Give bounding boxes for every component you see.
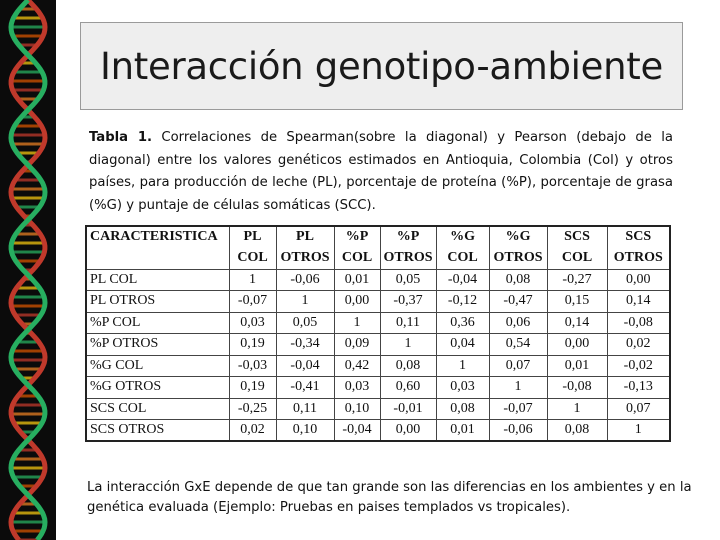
correlation-cell: -0,04 xyxy=(334,420,380,442)
correlation-cell: -0,08 xyxy=(547,377,607,399)
correlation-cell: 0,14 xyxy=(607,291,670,313)
column-header-top: %G xyxy=(489,226,547,248)
correlation-cell: 0,42 xyxy=(334,355,380,377)
table-row xyxy=(86,269,670,291)
correlation-cell: -0,01 xyxy=(380,398,436,420)
row-label: %G OTROS xyxy=(86,377,229,399)
correlation-cell: -0,04 xyxy=(436,269,489,291)
footer-note: La interacción GxE depende de que tan grande son las diferencias en los ambientes y en la genética evaluada (Ejemplo: Pruebas en paises templados vs tropicales). xyxy=(87,480,692,515)
correlation-cell: -0,07 xyxy=(229,291,276,313)
correlation-cell: -0,06 xyxy=(276,269,334,291)
correlation-cell: 0,60 xyxy=(380,377,436,399)
row-label: PL COL xyxy=(86,269,229,291)
row-label: PL OTROS xyxy=(86,291,229,313)
correlation-cell: -0,41 xyxy=(276,377,334,399)
table-row xyxy=(86,377,670,399)
correlation-cell: 0,04 xyxy=(436,334,489,356)
correlation-cell: -0,47 xyxy=(489,291,547,313)
correlation-cell: 1 xyxy=(436,355,489,377)
column-header-bottom: OTROS xyxy=(607,248,670,270)
correlation-cell: 0,00 xyxy=(380,420,436,442)
column-header-top: %G xyxy=(436,226,489,248)
correlation-cell: 0,11 xyxy=(276,398,334,420)
table-row xyxy=(86,334,670,356)
table-body xyxy=(86,269,670,441)
title-box xyxy=(80,22,683,110)
correlation-cell: 1 xyxy=(547,398,607,420)
correlation-cell: 0,06 xyxy=(489,312,547,334)
correlation-cell: 1 xyxy=(229,269,276,291)
correlation-table-wrapper xyxy=(85,225,671,442)
correlation-cell: 0,01 xyxy=(334,269,380,291)
table-row xyxy=(86,355,670,377)
column-header-bottom xyxy=(86,248,229,270)
row-label: %P OTROS xyxy=(86,334,229,356)
row-label: SCS OTROS xyxy=(86,420,229,442)
correlation-cell: 0,19 xyxy=(229,334,276,356)
table-header-row-2 xyxy=(86,248,670,270)
correlation-cell: 0,07 xyxy=(607,398,670,420)
table-header-row-1 xyxy=(86,226,670,248)
column-header-bottom: COL xyxy=(547,248,607,270)
correlation-cell: 0,10 xyxy=(276,420,334,442)
correlation-cell: -0,07 xyxy=(489,398,547,420)
correlation-cell: 0,08 xyxy=(380,355,436,377)
correlation-cell: 1 xyxy=(380,334,436,356)
correlation-cell: 0,15 xyxy=(547,291,607,313)
correlation-cell: 1 xyxy=(276,291,334,313)
correlation-cell: -0,08 xyxy=(607,312,670,334)
dna-helix-decoration xyxy=(0,0,56,540)
column-header-bottom: OTROS xyxy=(489,248,547,270)
row-label: %P COL xyxy=(86,312,229,334)
correlation-cell: -0,13 xyxy=(607,377,670,399)
correlation-cell: 0,01 xyxy=(547,355,607,377)
correlation-cell: 0,03 xyxy=(334,377,380,399)
column-header-bottom: COL xyxy=(334,248,380,270)
correlation-cell: -0,03 xyxy=(229,355,276,377)
correlation-cell: 0,07 xyxy=(489,355,547,377)
row-label: SCS COL xyxy=(86,398,229,420)
correlation-cell: 0,03 xyxy=(229,312,276,334)
correlation-cell: 0,10 xyxy=(334,398,380,420)
column-header-bottom: COL xyxy=(229,248,276,270)
dna-helix-icon xyxy=(0,0,56,540)
correlation-cell: 0,00 xyxy=(607,269,670,291)
correlation-cell: 0,02 xyxy=(607,334,670,356)
correlation-cell: 0,08 xyxy=(489,269,547,291)
table-row xyxy=(86,420,670,442)
column-header-top: SCS xyxy=(607,226,670,248)
correlation-cell: -0,34 xyxy=(276,334,334,356)
correlation-cell: 0,09 xyxy=(334,334,380,356)
table-caption xyxy=(89,127,673,217)
caption-text: Correlaciones de Spearman(sobre la diagonal) y Pearson (debajo de la diagonal) entre los valores genéticos estimados en Antioquia, Colombia (Col) y otros países, para producción de leche (PL), porcentaje de proteína (%P), porcentaje de grasa (%G) y puntaje de células somáticas (SCC). xyxy=(89,130,673,213)
column-header-top: PL xyxy=(229,226,276,248)
correlation-cell: -0,27 xyxy=(547,269,607,291)
caption-label: Tabla 1. xyxy=(89,130,153,145)
correlation-cell: 0,08 xyxy=(547,420,607,442)
table-row xyxy=(86,312,670,334)
correlation-cell: -0,12 xyxy=(436,291,489,313)
table-row xyxy=(86,398,670,420)
column-header-top: CARACTERISTICA xyxy=(86,226,229,248)
correlation-cell: -0,25 xyxy=(229,398,276,420)
correlation-cell: 0,01 xyxy=(436,420,489,442)
column-header-top: SCS xyxy=(547,226,607,248)
table-row xyxy=(86,291,670,313)
correlation-cell: -0,06 xyxy=(489,420,547,442)
column-header-bottom: OTROS xyxy=(276,248,334,270)
correlation-cell: 0,00 xyxy=(334,291,380,313)
correlation-cell: 0,02 xyxy=(229,420,276,442)
column-header-top: %P xyxy=(334,226,380,248)
correlation-cell: 0,03 xyxy=(436,377,489,399)
column-header-bottom: COL xyxy=(436,248,489,270)
column-header-top: %P xyxy=(380,226,436,248)
correlation-cell: 0,08 xyxy=(436,398,489,420)
correlation-cell: 1 xyxy=(489,377,547,399)
correlation-cell: 0,36 xyxy=(436,312,489,334)
correlation-cell: 0,54 xyxy=(489,334,547,356)
slide-title: Interacción genotipo-ambiente xyxy=(100,44,663,88)
correlation-cell: -0,37 xyxy=(380,291,436,313)
column-header-top: PL xyxy=(276,226,334,248)
correlation-cell: -0,04 xyxy=(276,355,334,377)
correlation-cell: 1 xyxy=(334,312,380,334)
column-header-bottom: OTROS xyxy=(380,248,436,270)
correlation-cell: 0,05 xyxy=(276,312,334,334)
correlation-cell: 0,14 xyxy=(547,312,607,334)
correlation-cell: 0,00 xyxy=(547,334,607,356)
correlation-cell: 0,05 xyxy=(380,269,436,291)
correlation-cell: -0,02 xyxy=(607,355,670,377)
correlation-table xyxy=(85,225,671,442)
correlation-cell: 1 xyxy=(607,420,670,442)
correlation-cell: 0,19 xyxy=(229,377,276,399)
correlation-cell: 0,11 xyxy=(380,312,436,334)
row-label: %G COL xyxy=(86,355,229,377)
